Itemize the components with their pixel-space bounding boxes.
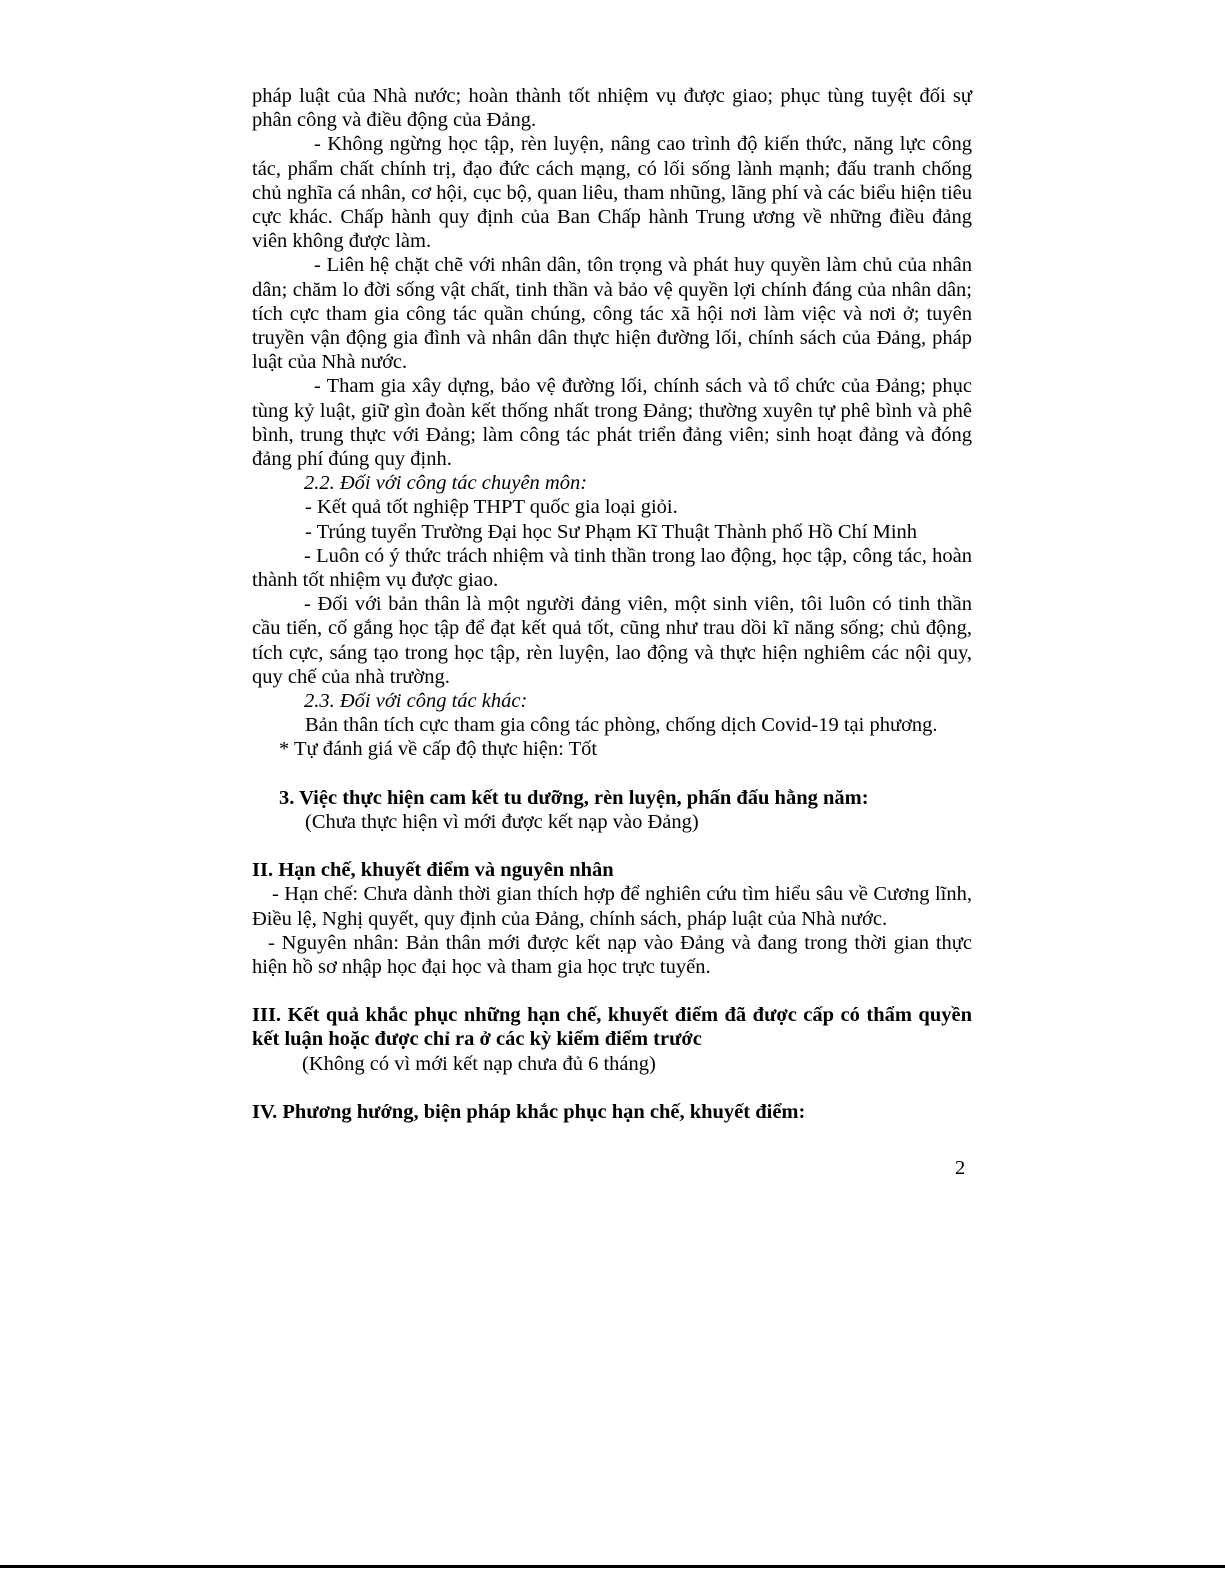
spacer bbox=[252, 834, 972, 858]
spacer bbox=[252, 979, 972, 1003]
subheading-other-work: 2.3. Đối với công tác khác: bbox=[304, 690, 528, 713]
paragraph-not-yet-implemented: (Chưa thực hiện vì mới được kết nạp vào Đảng) bbox=[305, 810, 699, 833]
spacer bbox=[252, 762, 972, 786]
paragraph-not-applicable: (Không có vì mới kết nạp chưa đủ 6 tháng) bbox=[302, 1052, 656, 1075]
paragraph-people-relations: - Liên hệ chặt chẽ với nhân dân, tôn trọng và phát huy quyền làm chủ của nhân dân; chăm lo đời sống vật chất, tinh thần và bảo vệ quyền lợi chính đáng của nhân dân; tích cực tham gia công tác quần chúng, công tác xã hội nơi làm việc và nơi ở; tuyên truyền vận động gia đình và nhân dân thực hiện đường lối, chính sách của Đảng, pháp luật của Nhà nước. bbox=[252, 254, 972, 374]
page-number: 2 bbox=[955, 1157, 966, 1179]
paragraph-covid-participation: Bản thân tích cực tham gia công tác phòng, chống dịch Covid-19 tại phương. bbox=[305, 714, 938, 737]
paragraph-cause: - Nguyên nhân: Bản thân mới được kết nạp vào Đảng và đang trong thời gian thực hiện hồ sơ nhập học đại học và tham gia học trực tuyến. bbox=[252, 931, 972, 978]
subheading-professional-work: 2.2. Đối với công tác chuyên môn: bbox=[304, 472, 588, 495]
heading-section-II: II. Hạn chế, khuyết điểm và nguyên nhân bbox=[252, 859, 614, 882]
heading-section-3: 3. Việc thực hiện cam kết tu dưỡng, rèn luyện, phấn đấu hằng năm: bbox=[279, 786, 869, 809]
document-body bbox=[252, 84, 972, 1124]
heading-section-IV: IV. Phương hướng, biện pháp khắc phục hạn chế, khuyết điểm: bbox=[252, 1100, 806, 1123]
paragraph-self-assessment: * Tự đánh giá về cấp độ thực hiện: Tốt bbox=[279, 738, 598, 761]
paragraph-university-admission: - Trúng tuyển Trường Đại học Sư Phạm Kĩ Thuật Thành phố Hồ Chí Minh bbox=[305, 520, 918, 543]
paragraph-party-building: - Tham gia xây dựng, bảo vệ đường lối, chính sách và tổ chức của Đảng; phục tùng kỷ luật, giữ gìn đoàn kết thống nhất trong Đảng; thường xuyên tự phê bình và phê bình, trung thực với Đảng; làm công tác phát triển đảng viên; sinh hoạt đảng và đóng đảng phí đúng quy định. bbox=[252, 375, 972, 471]
bottom-border-line bbox=[0, 1565, 1225, 1568]
heading-section-III: III. Kết quả khắc phục những hạn chế, khuyết điểm đã được cấp có thẩm quyền kết luận hoặc được chỉ ra ở các kỳ kiểm điểm trước bbox=[252, 1004, 972, 1051]
paragraph-responsibility: - Luôn có ý thức trách nhiệm và tinh thần trong lao động, học tập, công tác, hoàn thành tốt nhiệm vụ được giao. bbox=[252, 544, 972, 592]
paragraph-graduation-result: - Kết quả tốt nghiệp THPT quốc gia loại giỏi. bbox=[305, 496, 678, 519]
spacer bbox=[252, 1076, 972, 1100]
paragraph-continuation: pháp luật của Nhà nước; hoàn thành tốt nhiệm vụ được giao; phục tùng tuyệt đối sự phân công và điều động của Đảng. bbox=[252, 85, 972, 132]
paragraph-limitation: - Hạn chế: Chưa dành thời gian thích hợp để nghiên cứu tìm hiểu sâu về Cương lĩnh, Điều lệ, Nghị quyết, quy định của Đảng, chính sách, pháp luật của Nhà nước. bbox=[252, 883, 972, 930]
paragraph-self-reflection: - Đối với bản thân là một người đảng viên, một sinh viên, tôi luôn có tinh thần cầu tiến, cố gắng học tập để đạt kết quả tốt, cũng như trau dồi kĩ năng sống; chủ động, tích cực, sáng tạo trong học tập, rèn luyện, lao động và thực hiện nghiêm các nội quy, quy chế của nhà trường. bbox=[252, 593, 972, 688]
paragraph-study-training: - Không ngừng học tập, rèn luyện, nâng cao trình độ kiến thức, năng lực công tác, phẩm chất chính trị, đạo đức cách mạng, có lối sống lành mạnh; đấu tranh chống chủ nghĩa cá nhân, cơ hội, cục bộ, quan liêu, tham nhũng, lãng phí và các biểu hiện tiêu cực khác. Chấp hành quy định của Ban Chấp hành Trung ương về những điều đảng viên không được làm. bbox=[252, 133, 972, 253]
